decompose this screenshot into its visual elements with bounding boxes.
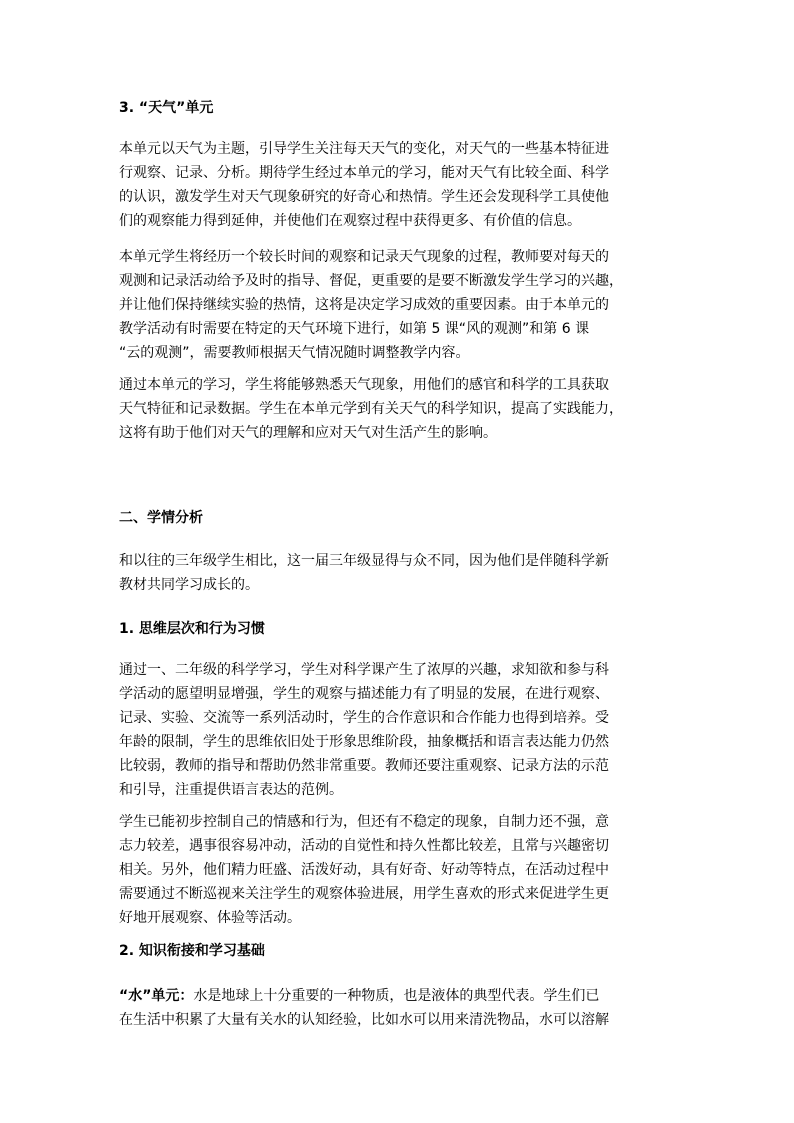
text-line: 的认识，激发学生对天气现象研究的好奇心和热情。学生还会发现科学工具使他 [119, 189, 609, 205]
text-line: 们的观察能力得到延伸，并使他们在观察过程中获得更多、有价值的信息。 [119, 213, 581, 229]
text-line: 和引导，注重提供语言表达的范例。 [119, 782, 343, 798]
text-line: 观测和记录活动给予及时的指导、督促，更重要的是要不断激发学生学习的兴趣， [119, 273, 623, 289]
unit-label-water: “水”单元： [119, 988, 194, 1004]
section-heading-weather: 3. “天气”单元 [119, 100, 214, 116]
text-line: 本单元以天气为主题，引导学生关注每天天气的变化，对天气的一些基本特征进 [119, 141, 609, 157]
text-line: 比较弱，教师的指导和帮助仍然非常重要。教师还要注重观察、记录方法的示范 [119, 758, 609, 774]
text-line: 好地开展观察、体验等活动。 [119, 910, 301, 926]
text-line [119, 984, 679, 1008]
text-line: 本单元学生将经历一个较长时间的观察和记录天气现象的过程，教师要对每天的 [119, 249, 609, 265]
text-line: 学活动的愿望明显增强，学生的观察与描述能力有了明显的发展，在进行观察、 [119, 686, 609, 702]
weather-paragraph-1 [119, 137, 679, 233]
text-line: 需要通过不断巡视来关注学生的观察体验进展，用学生喜欢的形式来促进学生更 [119, 886, 609, 902]
thinking-paragraph-2 [119, 810, 679, 930]
text-line: 教学活动有时需要在特定的天气环境下进行，如第 5 课“风的观测”和第 6 课 [119, 321, 590, 337]
section-heading-analysis: 二、学情分析 [119, 510, 203, 526]
text-line: 教材共同学习成长的。 [119, 577, 259, 593]
analysis-intro [119, 549, 679, 597]
text-line: 记录、实验、交流等一系列活动时，学生的合作意识和合作能力也得到培养。受 [119, 710, 609, 726]
weather-paragraph-2 [119, 245, 679, 365]
text-run: 水是地球上十分重要的一种物质，也是液体的典型代表。学生们已 [193, 988, 600, 1004]
knowledge-paragraph-1 [119, 984, 679, 1032]
text-line: “云的观测”，需要教师根据天气情况随时调整教学内容。 [119, 345, 470, 361]
text-line: 相关。另外，他们精力旺盛、活泼好动，具有好奇、好动等特点，在活动过程中 [119, 862, 609, 878]
text-line: 年龄的限制，学生的思维依旧处于形象思维阶段，抽象概括和语言表达能力仍然 [119, 734, 609, 750]
text-line: 和以往的三年级学生相比，这一届三年级显得与众不同，因为他们是伴随科学新 [119, 553, 609, 569]
weather-paragraph-3 [119, 373, 679, 445]
text-line: 行观察、记录、分析。期待学生经过本单元的学习，能对天气有比较全面、科学 [119, 165, 609, 181]
thinking-paragraph-1 [119, 658, 679, 802]
text-line: 在生活中积累了大量有关水的认知经验，比如水可以用来清洗物品，水可以溶解 [119, 1012, 609, 1028]
text-line: 并让他们保持继续实验的热情，这将是决定学习成效的重要因素。由于本单元的 [119, 297, 609, 313]
text-line: 这将有助于他们对天气的理解和应对天气对生活产生的影响。 [119, 425, 497, 441]
subsection-heading-thinking: 1. 思维层次和行为习惯 [119, 621, 265, 637]
text-line: 天气特征和记录数据。学生在本单元学到有关天气的科学知识，提高了实践能力， [119, 401, 623, 417]
text-line: 志力较差，遇事很容易冲动，活动的自觉性和持久性都比较差，且常与兴趣密切 [119, 838, 609, 854]
text-line: 通过一、二年级的科学学习，学生对科学课产生了浓厚的兴趣，求知欲和参与科 [119, 662, 609, 678]
text-line: 通过本单元的学习，学生将能够熟悉天气现象，用他们的感官和科学的工具获取 [119, 377, 609, 393]
subsection-heading-knowledge: 2. 知识衔接和学习基础 [119, 943, 265, 959]
text-line: 学生已能初步控制自己的情感和行为，但还有不稳定的现象，自制力还不强，意 [119, 814, 609, 830]
